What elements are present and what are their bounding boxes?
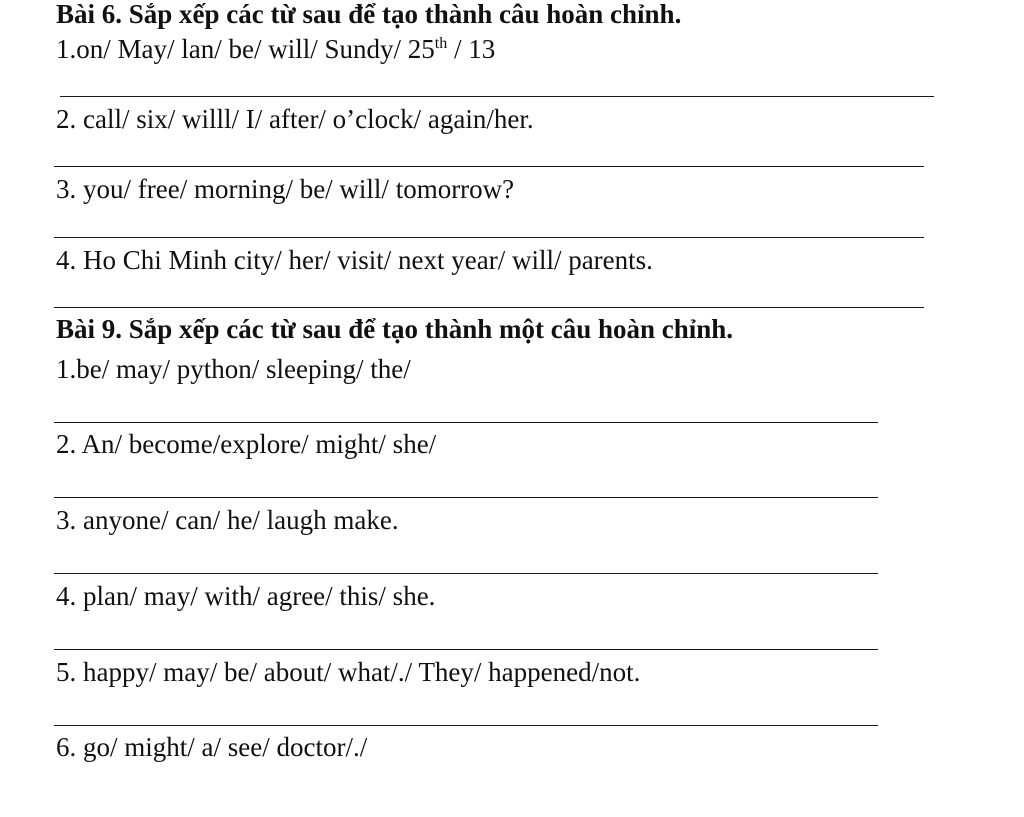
ordinal-superscript: th [434,35,448,52]
answer-line-9-3[interactable] [54,573,878,574]
exercise-9-item-3: 3. anyone/ can/ he/ laugh make. [56,505,399,535]
answer-line-6-2[interactable] [54,166,924,167]
exercise-6-item-4: 4. Ho Chi Minh city/ her/ visit/ next year/ will/ parents. [56,245,653,275]
exercise-9-item-6: 6. go/ might/ a/ see/ doctor/./ [56,732,368,762]
section-9-heading: Bài 9. Sắp xếp các từ sau để tạo thành một câu hoàn chỉnh. [56,314,734,344]
exercise-6-item-2: 2. call/ six/ willl/ I/ after/ o’clock/ again/her. [56,104,534,134]
answer-line-9-2[interactable] [54,497,878,498]
exercise-9-item-5: 5. happy/ may/ be/ about/ what/./ They/ happened/not. [56,657,641,687]
section-6-heading: Bài 6. Sắp xếp các từ sau để tạo thành câu hoàn chỉnh. [56,0,682,29]
exercise-6-item-1 [56,36,495,63]
exercise-9-item-4: 4. plan/ may/ with/ agree/ this/ she. [56,581,436,611]
answer-line-6-4[interactable] [54,307,924,308]
answer-line-6-1[interactable] [60,96,934,97]
answer-line-9-4[interactable] [54,649,878,650]
answer-line-9-1[interactable] [54,422,878,423]
exercise-9-item-1: 1.be/ may/ python/ sleeping/ the/ [56,354,411,384]
answer-line-9-5[interactable] [54,725,878,726]
item-1-text-end: / 13 [447,34,496,64]
answer-line-6-3[interactable] [54,237,924,238]
exercise-9-item-2: 2. An/ become/explore/ might/ she/ [56,429,437,459]
exercise-6-item-3: 3. you/ free/ morning/ be/ will/ tomorrow? [56,174,515,204]
item-1-text: 1.on/ May/ lan/ be/ will/ Sundy/ 25 [56,34,435,64]
